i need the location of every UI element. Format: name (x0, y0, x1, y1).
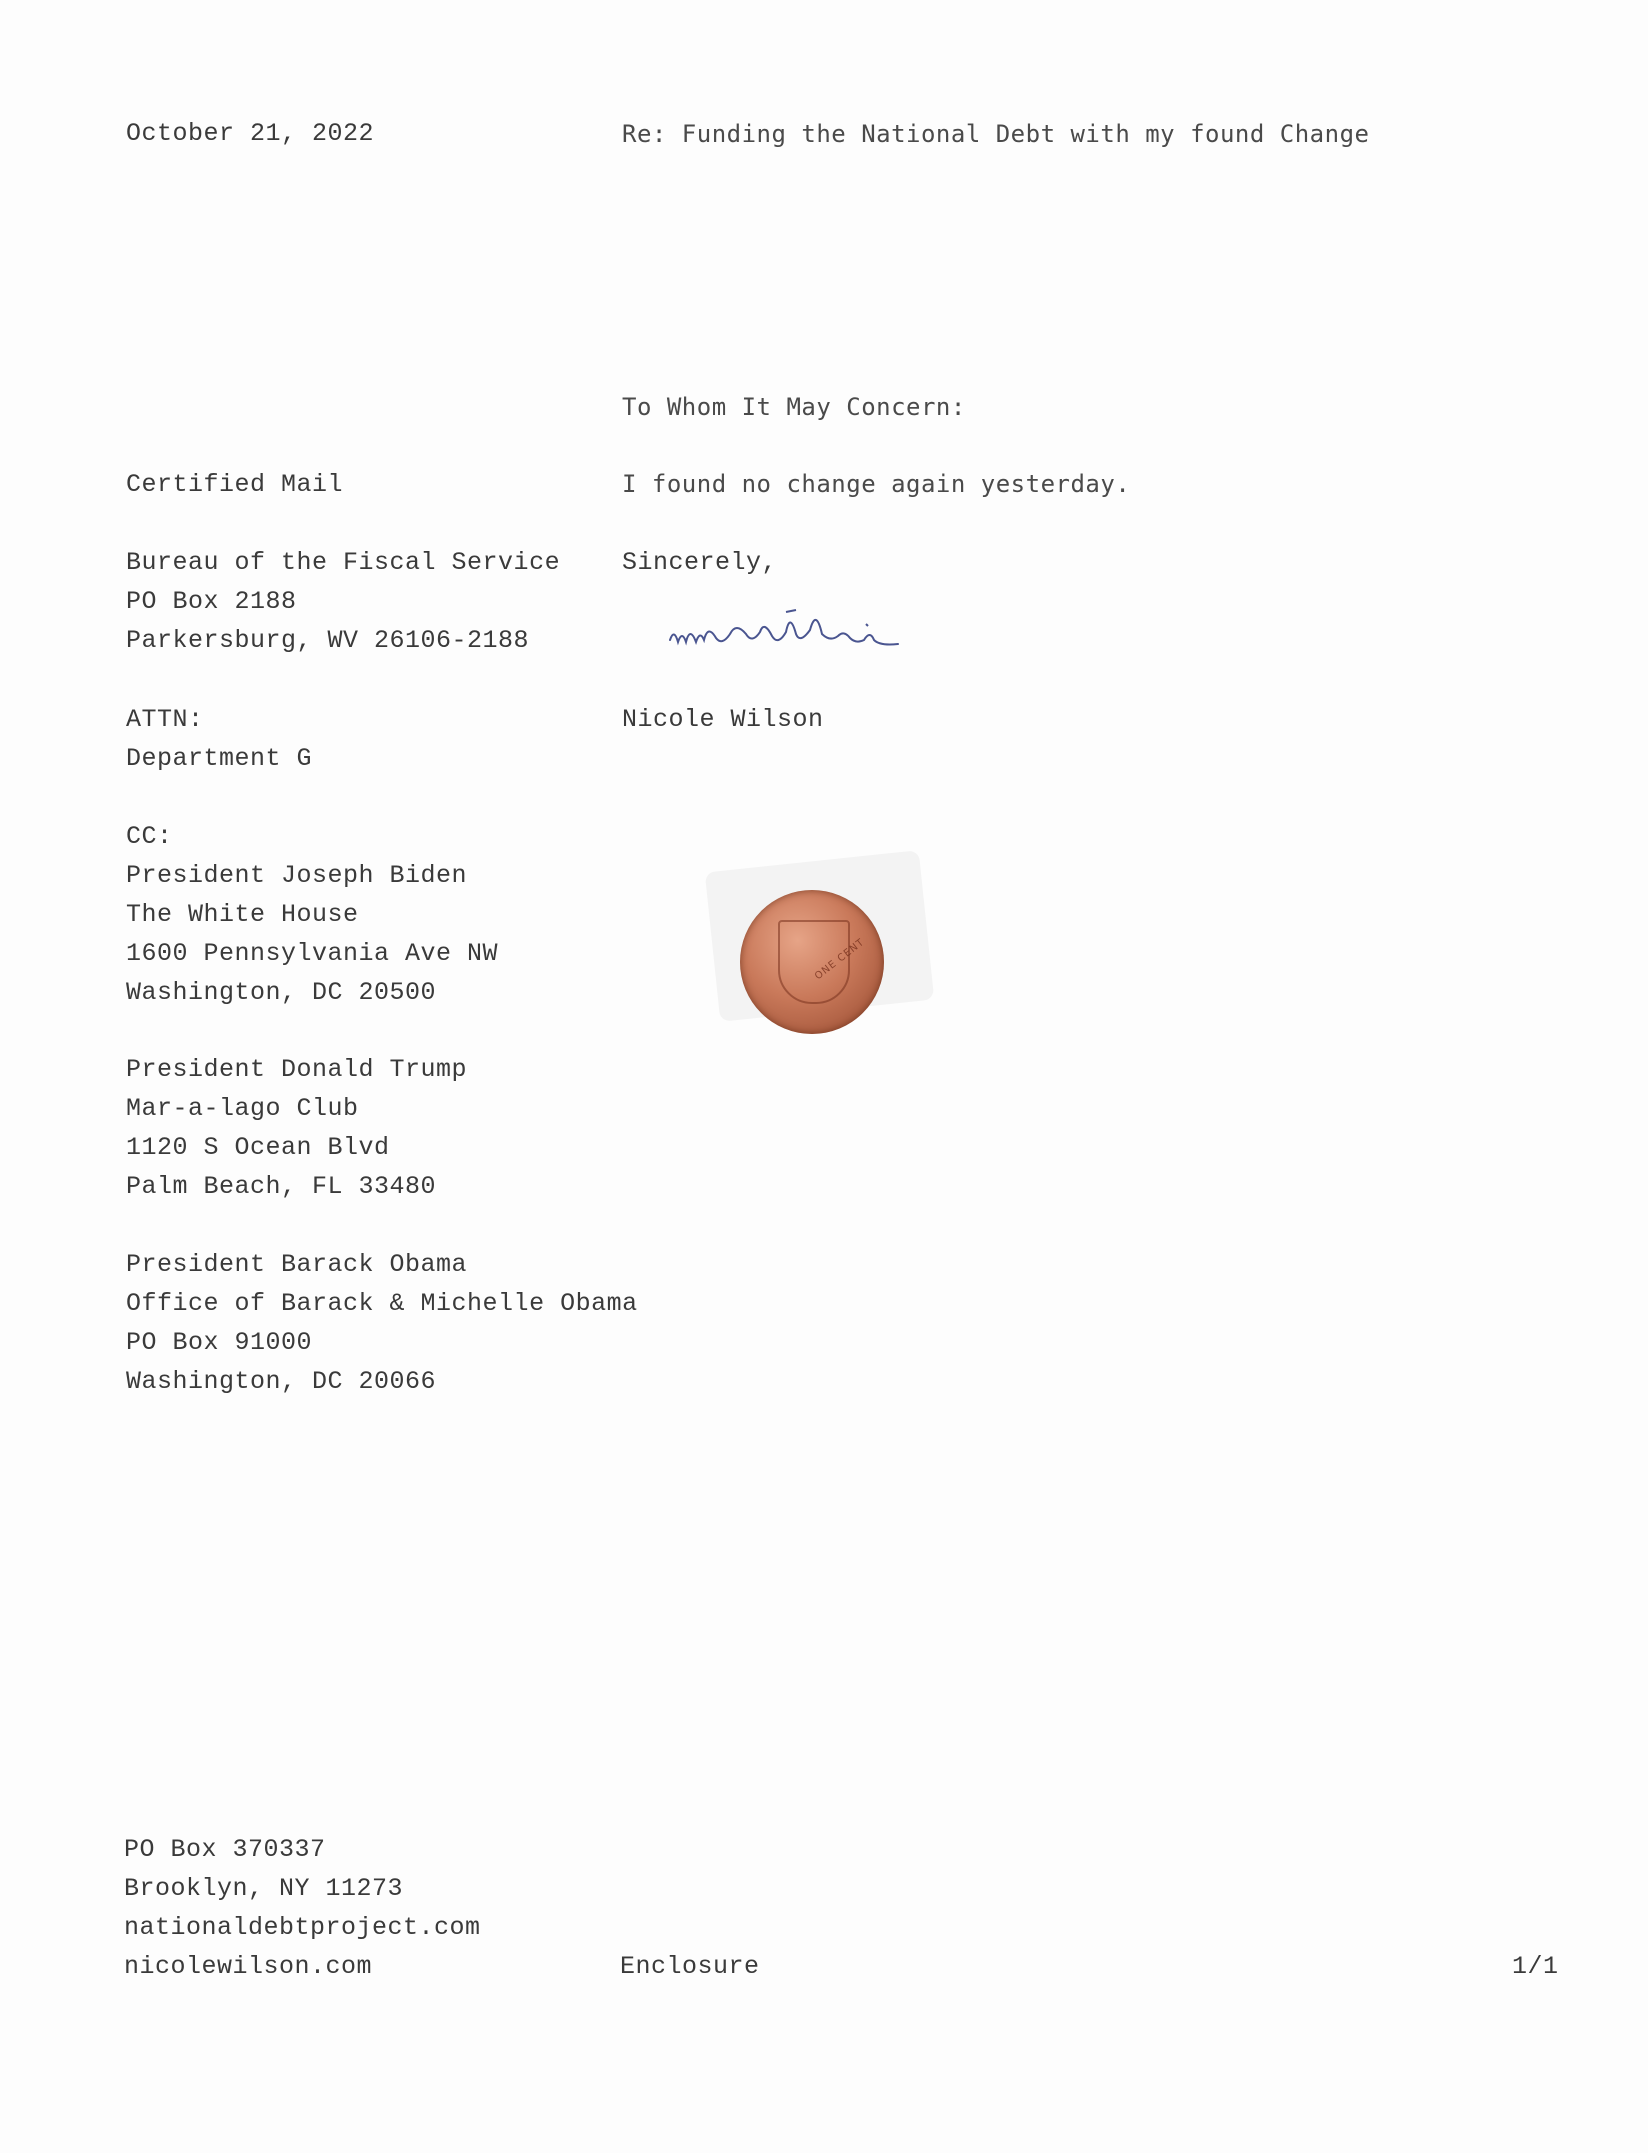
sender-line: Brooklyn, NY 11273 (124, 1874, 404, 1903)
letter-subject: Re: Funding the National Debt with my found Change (622, 120, 1370, 148)
attn-department: Department G (126, 744, 313, 773)
letter-message: I found no change again yesterday. (622, 470, 1131, 498)
cc-line: Washington, DC 20066 (126, 1367, 437, 1396)
sender-address (124, 1830, 481, 1986)
sender-line: PO Box 370337 (124, 1835, 326, 1864)
salutation: To Whom It May Concern: (622, 393, 966, 421)
cc-recipient (126, 1050, 467, 1206)
enclosure-note: Enclosure (620, 1952, 760, 1981)
closing: Sincerely, (622, 548, 778, 577)
penny-coin (740, 890, 884, 1034)
sender-line: nationaldebtproject.com (124, 1913, 481, 1942)
cc-line: Office of Barack & Michelle Obama (126, 1289, 638, 1318)
page-number: 1/1 (1512, 1952, 1559, 1981)
mail-type: Certified Mail (126, 470, 344, 499)
address-line: Bureau of the Fiscal Service (126, 548, 561, 577)
cc-line: Mar-a-lago Club (126, 1094, 359, 1123)
cc-line: President Joseph Biden (126, 861, 468, 890)
cc-line: PO Box 91000 (126, 1328, 313, 1357)
cc-label: CC: (126, 822, 173, 851)
signer-name: Nicole Wilson (622, 705, 824, 734)
address-line: PO Box 2188 (126, 587, 297, 616)
attn-label: ATTN: (126, 705, 204, 734)
cc-line: Palm Beach, FL 33480 (126, 1172, 437, 1201)
coin-inscription: ONE CENT (812, 936, 867, 983)
cc-line: Washington, DC 20500 (126, 978, 437, 1007)
cc-recipient (126, 1245, 638, 1401)
cc-line: 1600 Pennsylvania Ave NW (126, 939, 499, 968)
cc-line: The White House (126, 900, 359, 929)
sender-line: nicolewilson.com (124, 1952, 373, 1981)
address-line: Parkersburg, WV 26106-2188 (126, 626, 530, 655)
recipient-address (126, 543, 560, 660)
letter-date: October 21, 2022 (126, 119, 375, 148)
cc-line: 1120 S Ocean Blvd (126, 1133, 390, 1162)
cc-line: President Barack Obama (126, 1250, 468, 1279)
taped-penny (700, 855, 930, 1035)
cc-line: President Donald Trump (126, 1055, 468, 1084)
cc-recipient (126, 856, 498, 1012)
handwritten-signature (660, 590, 990, 670)
